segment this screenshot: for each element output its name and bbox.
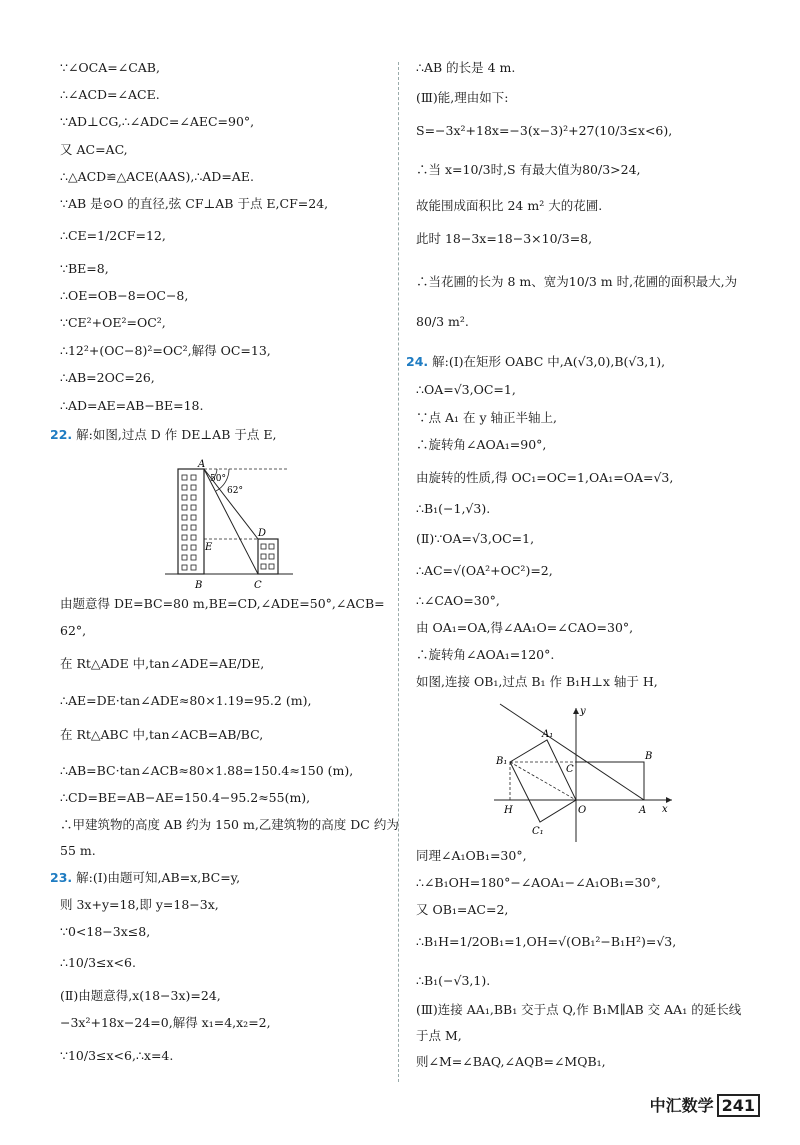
line-text: ∴B₁(−√3,1). [416,973,491,988]
line-text: 于点 M, [416,1028,462,1043]
line-text: ∴当花圃的长为 8 m、宽为10/3 m 时,花圃的面积最大,为 [416,274,738,289]
right-line [416,437,546,453]
right-line [416,902,508,918]
fig22-label-a: A [198,459,206,470]
left-line [60,169,254,185]
left-line [60,315,166,331]
line-text: −3x²+18x−24=0,解得 x₁=4,x₂=2, [60,1015,271,1030]
line-text: (Ⅱ)由题意得,x(18−3x)=24, [60,988,221,1003]
problem-number: 22. [50,427,73,442]
line-text: (Ⅱ)∵OA=√3,OC=1, [416,531,535,546]
line-text: 由题意得 DE=BC=80 m,BE=CD,∠ADE=50°,∠ACB= [60,596,385,611]
column-divider [398,62,399,1082]
fig24-label-y: y [580,706,586,717]
line-text: 如图,连接 OB₁,过点 B₁ 作 B₁H⊥x 轴于 H, [416,674,658,689]
line-text: ∴AB=2OC=26, [60,370,155,385]
left-line [60,897,219,913]
left-line [60,843,96,859]
line-text: ∴AB 的长是 4 m. [416,60,516,75]
line-text: ∴旋转角∠AOA₁=90°, [416,437,547,452]
left-line [50,870,240,886]
left-line [60,988,221,1004]
fig22-label-e: E [205,542,213,553]
line-text: ∴CD=BE=AB−AE=150.4−95.2≈55(m), [60,790,311,805]
right-line [406,354,665,370]
fig24-label-b1: B₁ [496,756,508,767]
right-line [416,274,737,290]
line-text: 解:(Ⅰ)由题可知,AB=x,BC=y, [76,870,241,885]
left-line [60,60,160,76]
right-line [416,531,534,547]
right-line [416,934,676,950]
right-line [416,382,516,398]
line-text: ∴B₁(−1,√3). [416,501,491,516]
problem-number: 23. [50,870,73,885]
left-line [60,763,353,779]
figure-24-coordinate [492,702,677,847]
line-text: ∴CE=1/2CF=12, [60,228,166,243]
fig22-angle-50: 50° [210,474,226,484]
left-line [60,288,188,304]
left-line [60,370,155,386]
line-text: (Ⅲ)能,理由如下: [416,90,509,105]
line-text: ∴∠B₁OH=180°−∠AOA₁−∠A₁OB₁=30°, [416,875,661,890]
line-text: (Ⅲ)连接 AA₁,BB₁ 交于点 Q,作 B₁M∥AB 交 AA₁ 的延长线 [416,1002,742,1017]
right-line [416,593,500,609]
line-text: 同理∠A₁OB₁=30°, [416,848,527,863]
left-line [60,142,128,158]
line-text: 由旋转的性质,得 OC₁=OC=1,OA₁=OA=√3, [416,470,674,485]
line-text: 在 Rt△ADE 中,tan∠ADE=AE/DE, [60,656,265,671]
line-text: ∴OE=OB−8=OC−8, [60,288,189,303]
problem-number: 24. [406,354,429,369]
line-text: ∴甲建筑物的高度 AB 约为 150 m,乙建筑物的高度 DC 约为 [60,817,399,832]
left-line [60,1015,271,1031]
line-text: 又 OB₁=AC=2, [416,902,509,917]
right-line [416,60,515,76]
line-text: ∴∠ACD=∠ACE. [60,87,160,102]
line-text: 解:(Ⅰ)在矩形 OABC 中,A(√3,0),B(√3,1), [432,354,666,369]
left-line [60,727,263,743]
line-text: ∴AB=BC·tan∠ACB≈80×1.88=150.4≈150 (m), [60,763,354,778]
line-text: S=−3x²+18x=−3(x−3)²+27(10/3≤x<6), [416,123,673,138]
line-text: ∵CE²+OE²=OC², [60,315,166,330]
left-line [60,343,271,359]
line-text: ∴旋转角∠AOA₁=120°. [416,647,555,662]
line-text: 在 Rt△ABC 中,tan∠ACB=AB/BC, [60,727,264,742]
right-line [416,162,641,178]
right-line [416,314,469,330]
fig24-label-c1: C₁ [532,826,544,837]
line-text: 80/3 m². [416,314,469,329]
right-line [416,848,527,864]
fig24-label-a1: A₁ [542,729,554,740]
fig24-label-x: x [662,804,668,815]
fig22-angle-62: 62° [227,486,243,496]
line-text: ∴△ACD≌△ACE(AAS),∴AD=AE. [60,169,254,184]
line-text: ∴AC=√(OA²+OC²)=2, [416,563,553,578]
right-line [416,1054,606,1070]
right-line [416,1002,741,1018]
line-text: ∵AD⊥CG,∴∠ADC=∠AEC=90°, [60,114,255,129]
right-line [416,1028,462,1044]
line-text: 解:如图,过点 D 作 DE⊥AB 于点 E, [76,427,277,442]
left-line [60,955,136,971]
right-line [416,231,592,247]
right-line [416,123,672,139]
line-text: 此时 18−3x=18−3×10/3=8, [416,231,593,246]
line-text: 62°, [60,623,87,638]
left-line [60,228,166,244]
left-line [50,427,276,443]
line-text: ∴∠CAO=30°, [416,593,500,608]
line-text: ∴12²+(OC−8)²=OC²,解得 OC=13, [60,343,271,358]
fig24-label-h: H [504,805,513,816]
line-text: 则 3x+y=18,即 y=18−3x, [60,897,219,912]
right-line [416,620,633,636]
right-line [416,563,553,579]
line-text: 由 OA₁=OA,得∠AA₁O=∠CAO=30°, [416,620,634,635]
figure-22-buildings [165,455,295,590]
line-text: ∵0<18−3x≤8, [60,924,151,939]
left-line [60,623,86,639]
page-number: 241 [717,1094,760,1117]
right-line [416,90,509,106]
line-text: ∵BE=8, [60,261,109,276]
left-line [60,656,264,672]
left-line [60,196,328,212]
fig22-label-d: D [258,528,267,539]
line-text: ∵∠OCA=∠CAB, [60,60,160,75]
right-line [416,501,490,517]
line-text: ∴当 x=10/3时,S 有最大值为80/3>24, [416,162,641,177]
right-line [416,875,661,891]
left-line [60,790,310,806]
line-text: ∴AE=DE·tan∠ADE≈80×1.19=95.2 (m), [60,693,312,708]
left-line [60,87,160,103]
left-line [60,1048,173,1064]
right-line [416,674,658,690]
left-line [60,114,254,130]
right-line [416,410,557,426]
line-text: ∴B₁H=1/2OB₁=1,OH=√(OB₁²−B₁H²)=√3, [416,934,677,949]
fig24-label-b: B [645,751,653,762]
left-line [60,596,385,612]
line-text: 则∠M=∠BAQ,∠AQB=∠MQB₁, [416,1054,606,1069]
page-footer [650,1093,760,1116]
fig22-label-c: C [254,580,262,590]
left-line [60,817,399,833]
line-text: ∴10/3≤x<6. [60,955,136,970]
right-line [416,647,554,663]
fig22-label-b: B [195,580,203,590]
line-text: 故能围成面积比 24 m² 大的花圃. [416,198,603,213]
line-text: 又 AC=AC, [60,142,128,157]
left-line [60,261,109,277]
right-line [416,470,673,486]
right-line [416,198,602,214]
right-line [416,973,490,989]
line-text: 55 m. [60,843,96,858]
left-line [60,398,203,414]
fig24-label-a: A [639,805,647,816]
left-line [60,693,311,709]
left-line [60,924,150,940]
fig24-label-c: C [566,764,574,775]
line-text: ∴OA=√3,OC=1, [416,382,516,397]
line-text: ∵10/3≤x<6,∴x=4. [60,1048,174,1063]
footer-brand: 中汇数学 [649,1096,714,1115]
line-text: ∵AB 是⊙O 的直径,弦 CF⊥AB 于点 E,CF=24, [60,196,329,211]
line-text: ∴AD=AE=AB−BE=18. [60,398,204,413]
fig24-label-o: O [578,805,587,816]
line-text: ∵点 A₁ 在 y 轴正半轴上, [416,410,557,425]
